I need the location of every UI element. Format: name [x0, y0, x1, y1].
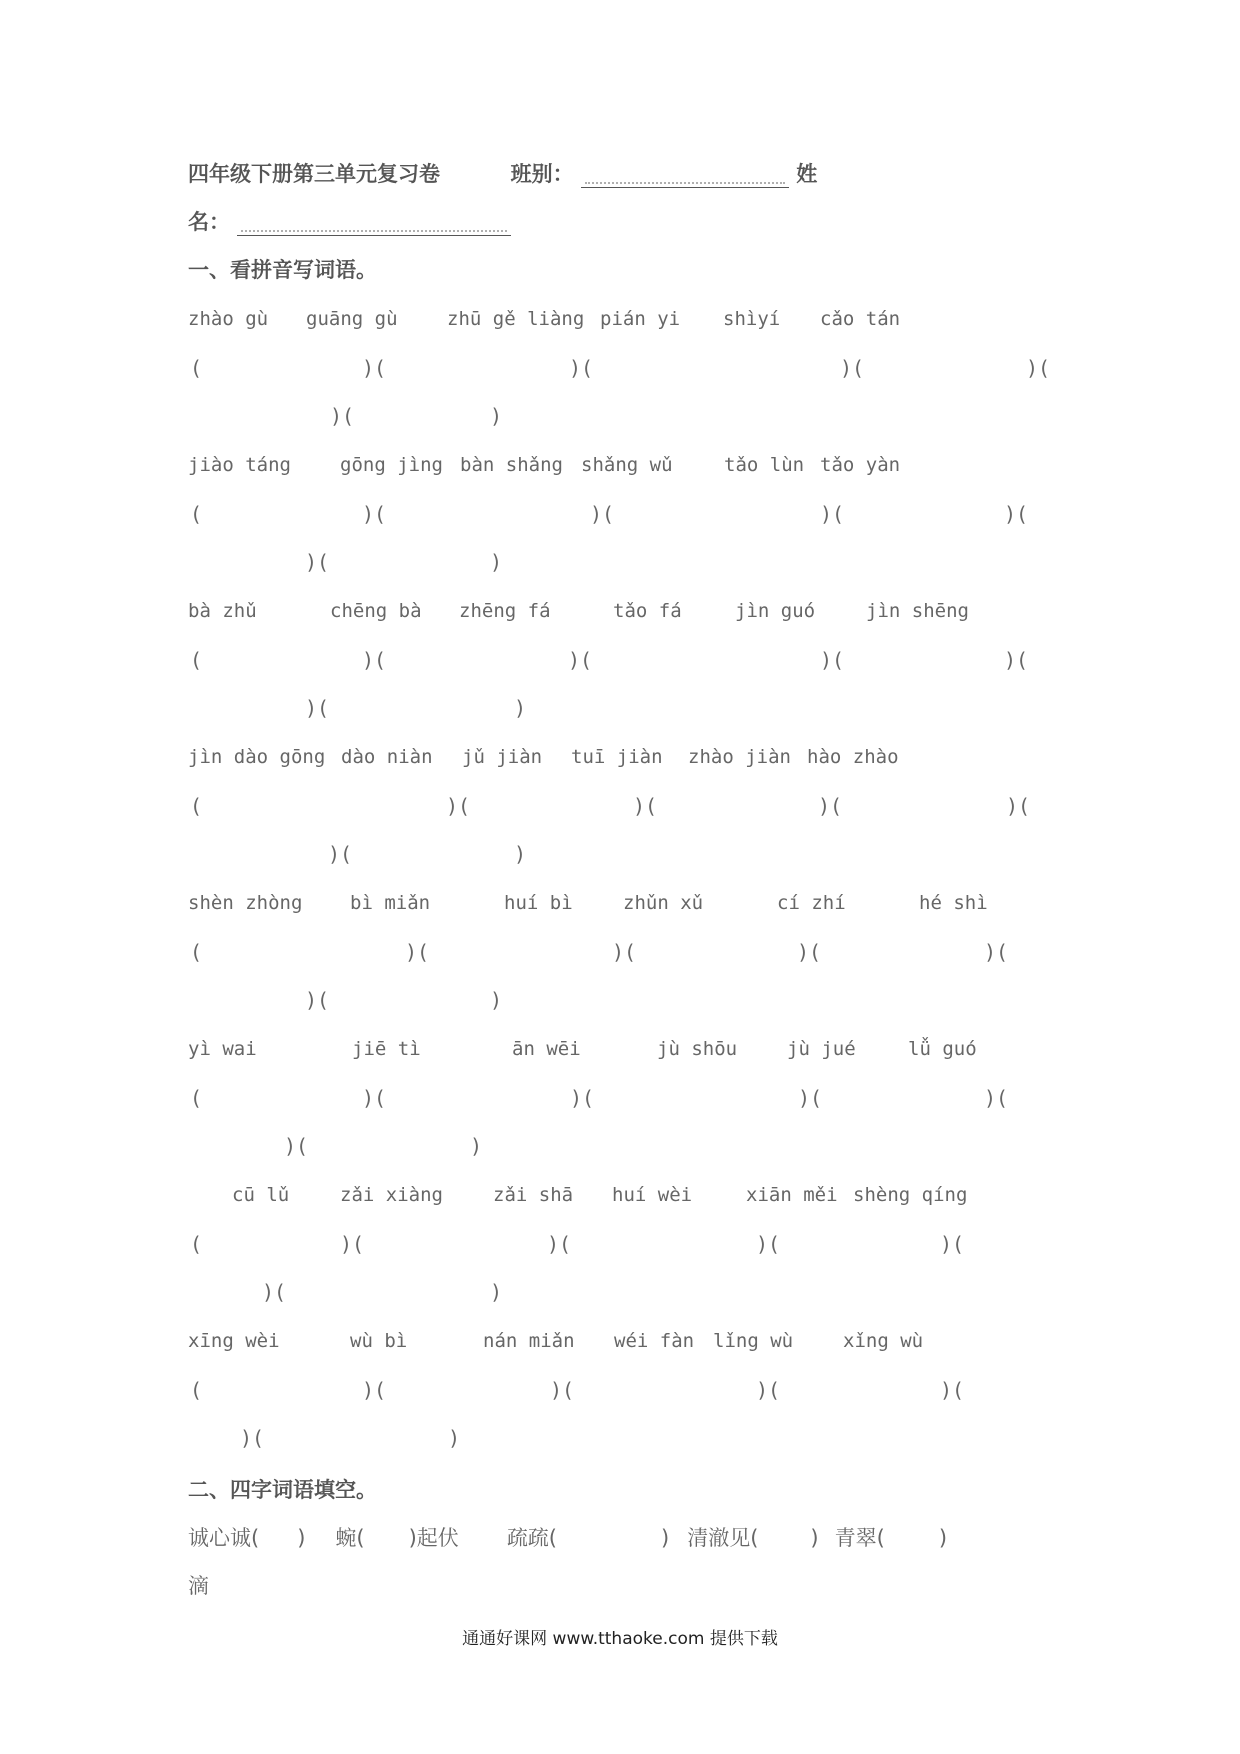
- answer-blank-separator[interactable]: )(: [305, 696, 330, 720]
- pinyin-item: zǎi shā: [493, 1184, 574, 1206]
- answer-blank-separator[interactable]: )(: [330, 404, 355, 428]
- name-label: 名：: [188, 210, 230, 234]
- answer-blank-separator[interactable]: )(: [328, 842, 353, 866]
- answer-blank-separator[interactable]: )(: [756, 1232, 781, 1256]
- idiom-fill-line-2: 滴: [188, 1574, 209, 1598]
- idiom-5-prefix: 青翠(: [834, 1526, 885, 1550]
- answer-blank-separator[interactable]: )(: [570, 1086, 595, 1110]
- answer-blank-separator[interactable]: )(: [568, 648, 593, 672]
- answer-blank-separator[interactable]: )(: [1004, 502, 1029, 526]
- answer-blank-separator[interactable]: )(: [984, 940, 1009, 964]
- pinyin-item: hào zhào: [807, 746, 899, 768]
- page-title: 四年级下册第三单元复习卷: [188, 162, 440, 186]
- pinyin-item: nán miǎn: [483, 1330, 575, 1352]
- pinyin-item: jiē tì: [352, 1038, 421, 1060]
- answer-blank-separator[interactable]: )(: [362, 648, 387, 672]
- answer-blank-separator[interactable]: )(: [940, 1378, 965, 1402]
- pinyin-item: tuī jiàn: [571, 746, 663, 768]
- pinyin-item: jìn guó: [735, 600, 816, 622]
- pinyin-item: cū lǔ: [232, 1184, 290, 1206]
- answer-blank-separator[interactable]: )(: [633, 794, 658, 818]
- answer-blank-separator[interactable]: )(: [550, 1378, 575, 1402]
- pinyin-item: shǎng wǔ: [581, 454, 673, 476]
- pinyin-item: jìn shēng: [866, 600, 969, 622]
- pinyin-item: ān wēi: [512, 1038, 581, 1060]
- answer-blank-open[interactable]: (: [190, 940, 203, 964]
- footer-source: 通通好课网 www.tthaoke.com 提供下载: [462, 1629, 778, 1649]
- answer-blank-separator[interactable]: )(: [547, 1232, 572, 1256]
- answer-blank-separator[interactable]: )(: [446, 794, 471, 818]
- pinyin-item: wù bì: [350, 1330, 408, 1352]
- answer-blank-open[interactable]: (: [190, 1378, 203, 1402]
- idiom-1-close: ): [297, 1526, 306, 1550]
- answer-blank-separator[interactable]: )(: [590, 502, 615, 526]
- answer-blank-separator[interactable]: )(: [340, 1232, 365, 1256]
- idiom-5-close: ): [938, 1526, 948, 1550]
- answer-blank-close[interactable]: ): [490, 988, 503, 1012]
- pinyin-item: jù jué: [787, 1038, 856, 1060]
- answer-blank-open[interactable]: (: [190, 794, 203, 818]
- idiom-3-close: ): [661, 1526, 670, 1550]
- answer-blank-separator[interactable]: )(: [362, 1378, 387, 1402]
- pinyin-item: yì wai: [188, 1038, 257, 1060]
- class-field[interactable]: [581, 165, 789, 188]
- answer-blank-separator[interactable]: )(: [405, 940, 430, 964]
- pinyin-item: zhào gù: [188, 308, 269, 330]
- answer-blank-separator[interactable]: )(: [798, 1086, 823, 1110]
- pinyin-item: bì miǎn: [350, 892, 431, 914]
- answer-blank-separator[interactable]: )(: [1006, 794, 1031, 818]
- answer-blank-close[interactable]: ): [514, 842, 527, 866]
- pinyin-item: jìn dào gōng: [188, 746, 326, 768]
- answer-blank-close[interactable]: ): [470, 1134, 483, 1158]
- pinyin-item: huí bì: [504, 892, 573, 914]
- pinyin-item: shìyí: [723, 308, 781, 330]
- answer-blank-separator[interactable]: )(: [262, 1280, 287, 1304]
- pinyin-item: guāng gù: [306, 308, 398, 330]
- pinyin-item: shèng qíng: [853, 1184, 968, 1206]
- pinyin-item: shèn zhòng: [188, 892, 303, 914]
- pinyin-item: tǎo yàn: [820, 454, 901, 476]
- answer-blank-close[interactable]: ): [490, 550, 503, 574]
- pinyin-item: chēng bà: [330, 600, 422, 622]
- answer-blank-open[interactable]: (: [190, 1232, 203, 1256]
- pinyin-item: zhēng fá: [459, 600, 551, 622]
- pinyin-item: bàn shǎng: [460, 454, 563, 476]
- idiom-2-suffix: )起伏: [408, 1526, 459, 1550]
- idiom-4-prefix: 清澈见(: [687, 1526, 759, 1550]
- answer-blank-separator[interactable]: )(: [362, 356, 387, 380]
- answer-blank-open[interactable]: (: [190, 502, 203, 526]
- answer-blank-separator[interactable]: )(: [1026, 356, 1051, 380]
- pinyin-item: zhū gě liàng: [447, 308, 585, 330]
- pinyin-item: xīng wèi: [188, 1330, 280, 1352]
- answer-blank-separator[interactable]: )(: [1004, 648, 1029, 672]
- section2-heading: 二、四字词语填空。: [188, 1478, 377, 1502]
- name-label-start: 姓: [796, 162, 818, 186]
- idiom-4-close: ): [810, 1526, 819, 1550]
- pinyin-item: tǎo lùn: [724, 454, 805, 476]
- pinyin-item: xǐng wù: [843, 1330, 924, 1352]
- pinyin-item: gōng jìng: [340, 454, 443, 476]
- answer-blank-separator[interactable]: )(: [820, 502, 845, 526]
- title-line: [188, 160, 817, 188]
- answer-blank-separator[interactable]: )(: [756, 1378, 781, 1402]
- name-line: [188, 208, 511, 236]
- answer-blank-close[interactable]: ): [448, 1426, 461, 1450]
- answer-blank-separator[interactable]: )(: [305, 988, 330, 1012]
- name-field[interactable]: [237, 213, 511, 236]
- pinyin-item: huí wèi: [612, 1184, 693, 1206]
- pinyin-item: wéi fàn: [614, 1330, 695, 1352]
- pinyin-item: dào niàn: [341, 746, 433, 768]
- answer-blank-separator[interactable]: )(: [305, 550, 330, 574]
- answer-blank-separator[interactable]: )(: [940, 1232, 965, 1256]
- answer-blank-separator[interactable]: )(: [569, 356, 594, 380]
- class-label: 班别：: [510, 162, 574, 186]
- answer-blank-close[interactable]: ): [490, 404, 503, 428]
- pinyin-item: tǎo fá: [613, 600, 682, 622]
- idiom-1-prefix: 诚心诚(: [188, 1526, 260, 1550]
- idiom-3-prefix: 疏疏(: [506, 1526, 558, 1550]
- answer-blank-separator[interactable]: )(: [984, 1086, 1009, 1110]
- answer-blank-open[interactable]: (: [190, 1086, 203, 1110]
- answer-blank-close[interactable]: ): [490, 1280, 503, 1304]
- pinyin-item: zǎi xiàng: [340, 1184, 443, 1206]
- pinyin-item: jù shōu: [657, 1038, 738, 1060]
- pinyin-item: cǎo tán: [820, 308, 901, 330]
- answer-blank-separator[interactable]: )(: [797, 940, 822, 964]
- answer-blank-separator[interactable]: )(: [818, 794, 843, 818]
- answer-blank-close[interactable]: ): [514, 696, 527, 720]
- answer-blank-separator[interactable]: )(: [362, 502, 387, 526]
- answer-blank-open[interactable]: (: [190, 648, 203, 672]
- idiom-fill-line: [188, 1524, 947, 1552]
- answer-blank-separator[interactable]: )(: [612, 940, 637, 964]
- answer-blank-separator[interactable]: )(: [284, 1134, 309, 1158]
- pinyin-item: jǔ jiàn: [462, 746, 543, 768]
- pinyin-item: jiào táng: [188, 454, 291, 476]
- pinyin-item: pián yi: [600, 308, 681, 330]
- section1-heading: 一、看拼音写词语。: [188, 258, 377, 282]
- idiom-2-prefix: 蜿(: [335, 1526, 365, 1550]
- pinyin-item: lǚ guó: [908, 1038, 977, 1060]
- pinyin-item: lǐng wù: [713, 1330, 794, 1352]
- answer-blank-separator[interactable]: )(: [362, 1086, 387, 1110]
- answer-blank-separator[interactable]: )(: [240, 1426, 265, 1450]
- pinyin-item: cí zhí: [777, 892, 846, 914]
- answer-blank-separator[interactable]: )(: [840, 356, 865, 380]
- pinyin-item: zhào jiàn: [688, 746, 791, 768]
- pinyin-item: xiān měi: [746, 1184, 838, 1206]
- pinyin-item: zhǔn xǔ: [623, 892, 704, 914]
- pinyin-item: hé shì: [919, 892, 988, 914]
- pinyin-item: bà zhǔ: [188, 600, 257, 622]
- answer-blank-separator[interactable]: )(: [820, 648, 845, 672]
- answer-blank-open[interactable]: (: [190, 356, 203, 380]
